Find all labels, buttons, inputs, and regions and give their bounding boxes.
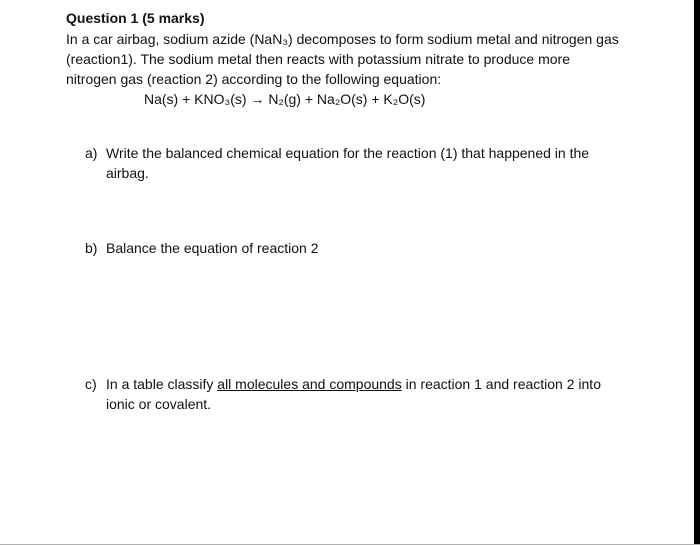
- part-line: Write the balanced chemical equation for the reaction (1) that happened in the: [106, 145, 590, 161]
- question-intro: [66, 29, 656, 89]
- intro-line: nitrogen gas (reaction 2) according to the following equation:: [66, 71, 442, 87]
- intro-line: In a car airbag, sodium azide (NaN₃) decomposes to form sodium metal and nitrogen gas: [66, 31, 619, 47]
- part-b: [85, 238, 645, 258]
- right-border: [694, 0, 700, 545]
- part-marker: c): [85, 376, 97, 392]
- part-line: airbag.: [106, 165, 149, 181]
- part-text: [106, 143, 645, 183]
- question-block: [66, 8, 656, 109]
- part-text: [106, 374, 645, 414]
- part-line: ionic or covalent.: [106, 396, 212, 412]
- question-title: Question 1 (5 marks): [66, 10, 205, 26]
- part-line: Balance the equation of reaction 2: [106, 240, 319, 256]
- underlined-phrase: all molecules and compounds: [217, 376, 402, 392]
- part-marker: b): [85, 240, 98, 256]
- part-c: [85, 374, 645, 414]
- part-text-segment: in reaction 1 and reaction 2 into: [401, 376, 601, 392]
- part-line: [106, 374, 645, 394]
- part-marker: a): [85, 145, 98, 161]
- reaction-equation: Na(s) + KNO₃(s) → N₂(g) + Na₂O(s) + K₂O(s): [144, 91, 426, 107]
- intro-line: (reaction1). The sodium metal then reacts with potassium nitrate to produce more: [66, 51, 570, 67]
- part-text-segment: In a table classify: [106, 376, 218, 392]
- part-text: [106, 238, 645, 258]
- part-a: [85, 143, 645, 183]
